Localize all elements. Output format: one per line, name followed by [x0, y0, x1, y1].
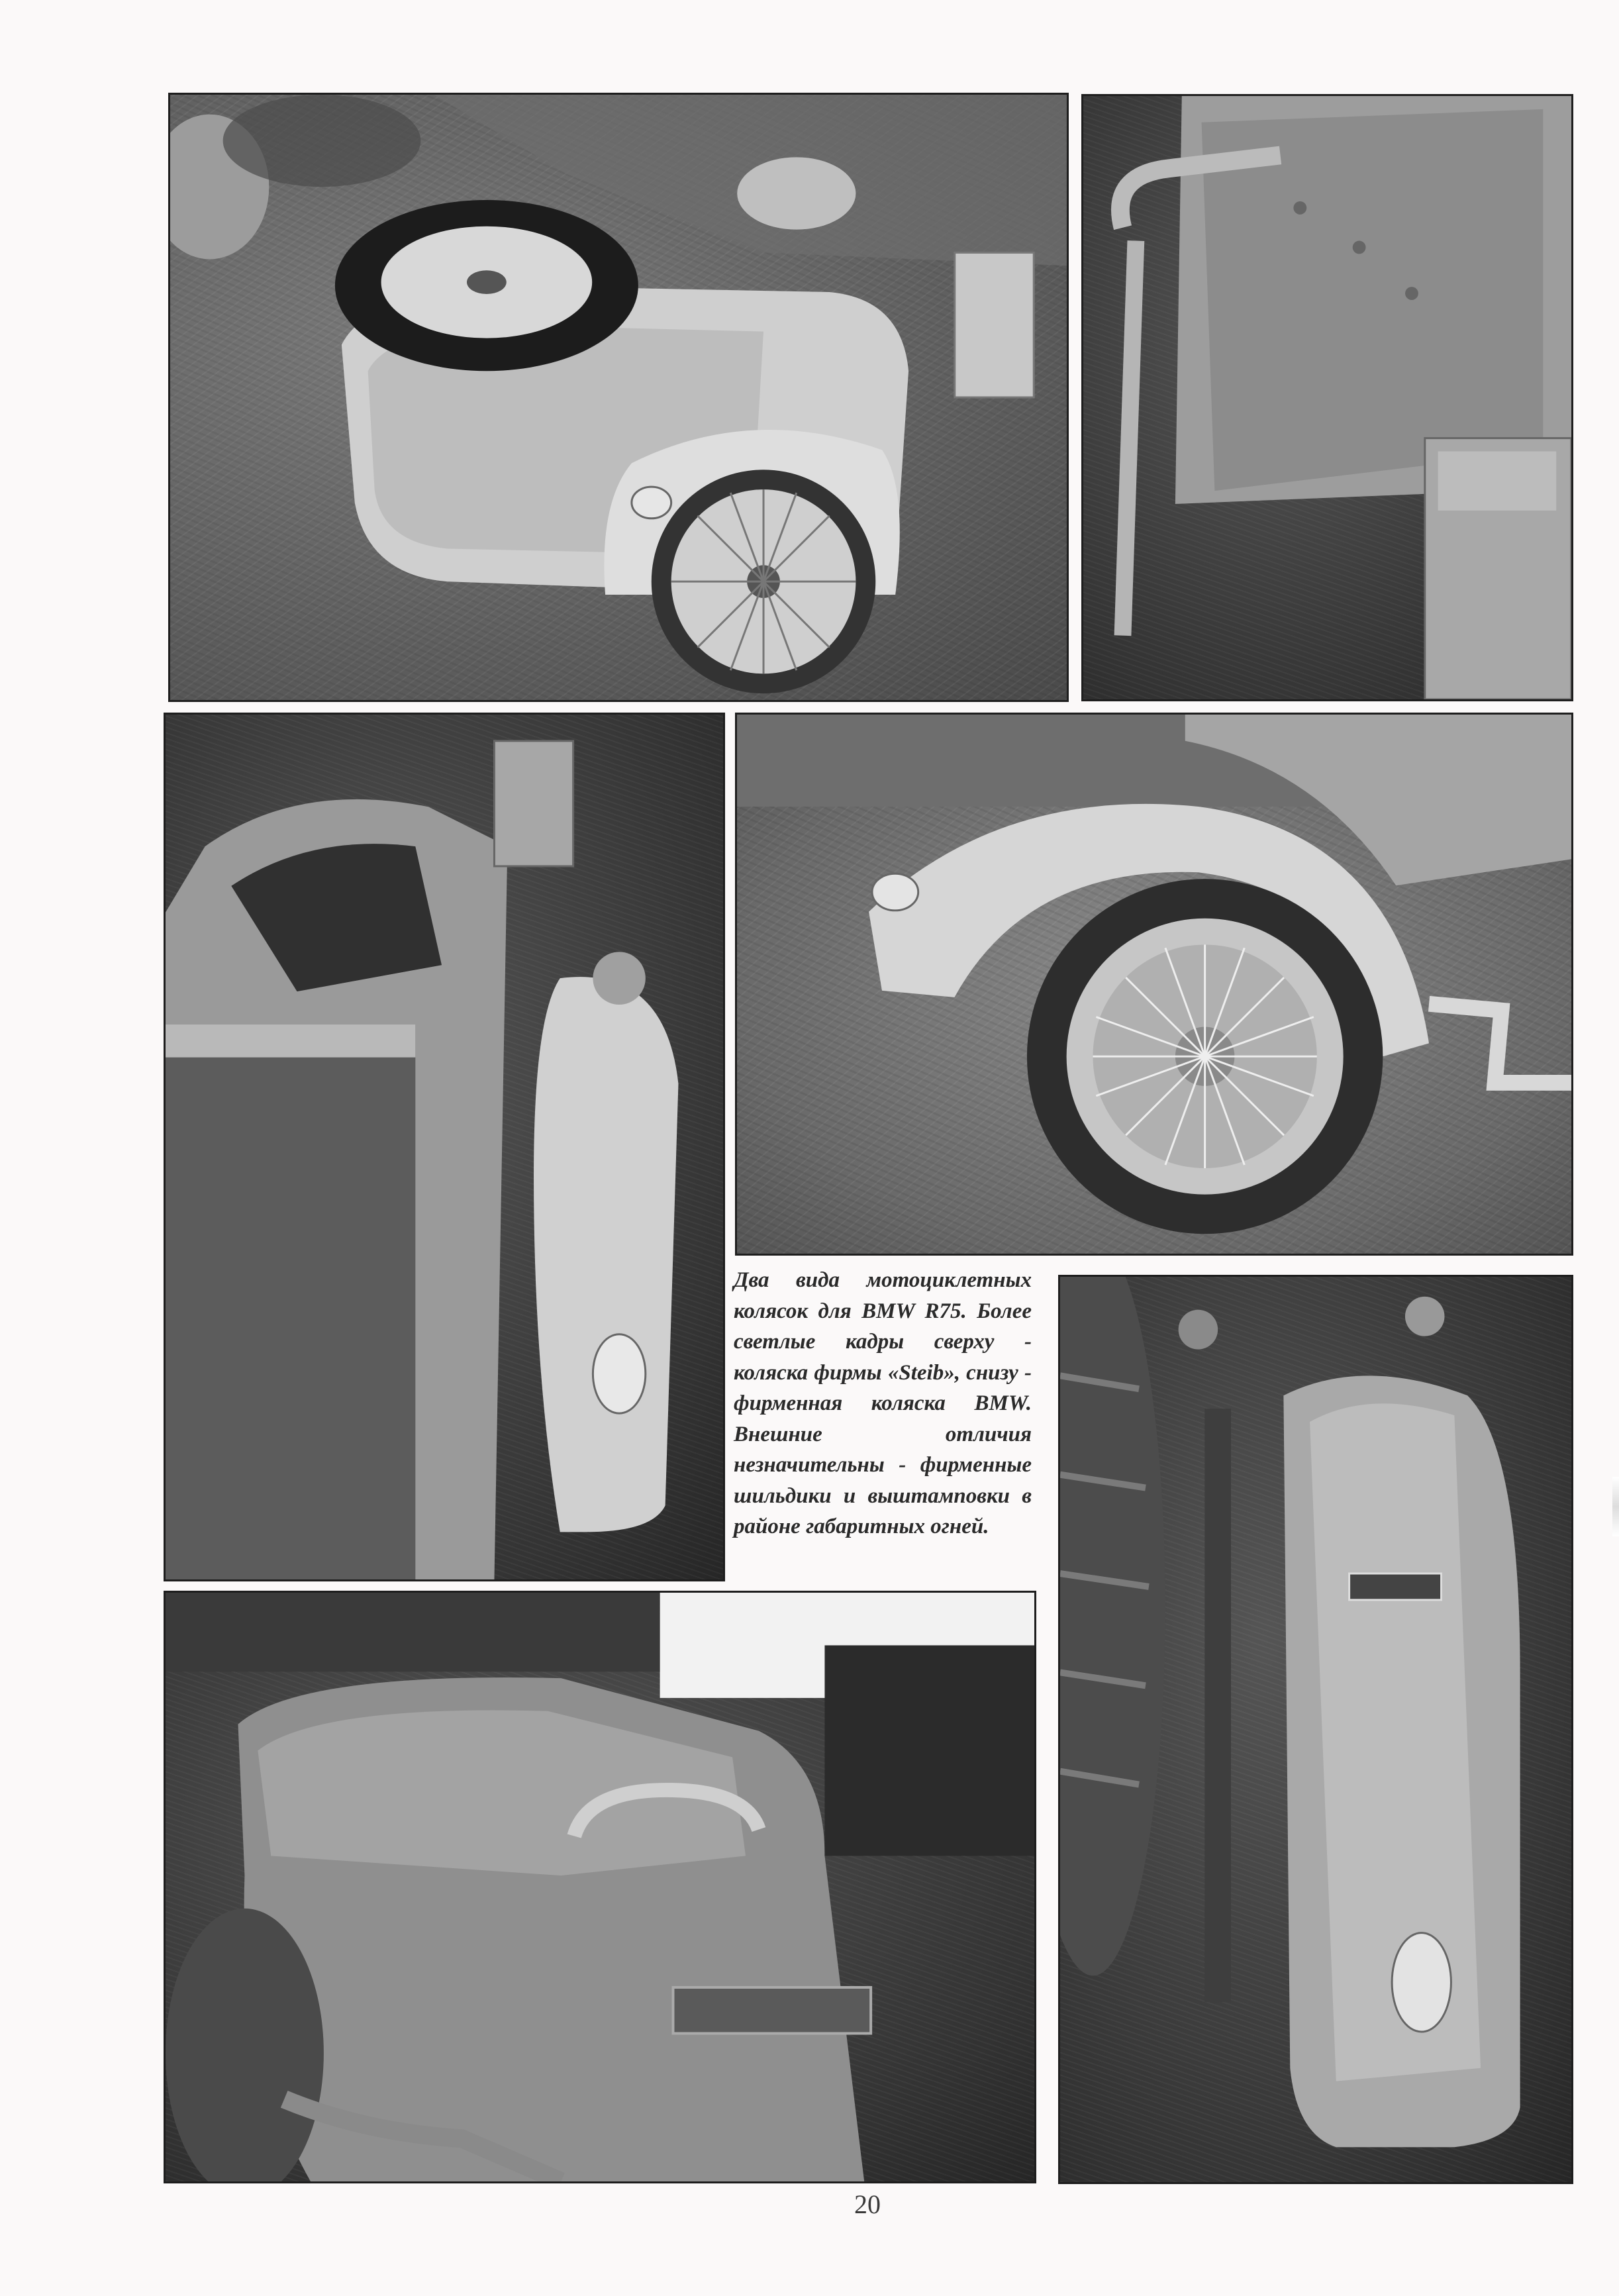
bmw-fender-illustration: [1060, 1277, 1571, 2182]
photo-bmw-fender-badge: [1058, 1275, 1573, 2184]
wheel-illustration: [737, 715, 1571, 1254]
bmw-body-illustration: [166, 1593, 1034, 2181]
scan-edge-mark: [1612, 1477, 1619, 1536]
photo-caption: Два вида мотоциклетных колясок для BMW R75. Более светлые кадры сверху - коляска фирмы «Steib», снизу - фирменная коляска BMW. Внешние отличия незначительны - фирменные шильдики и выштамповки в районе габаритных огней.: [734, 1268, 1032, 1538]
sidecar-illustration: [170, 95, 1067, 700]
photo-bmw-sidecar-body: [164, 1591, 1036, 2183]
cockpit-illustration: [166, 715, 723, 1579]
photo-steib-wheel: [735, 713, 1573, 1256]
handle-illustration: [1083, 96, 1571, 699]
page-number: 20: [854, 2189, 881, 2219]
photo-steib-sidecar-overview: [168, 93, 1069, 702]
photo-steib-cockpit: [164, 713, 725, 1581]
photo-steib-handle-closeup: [1081, 94, 1573, 701]
